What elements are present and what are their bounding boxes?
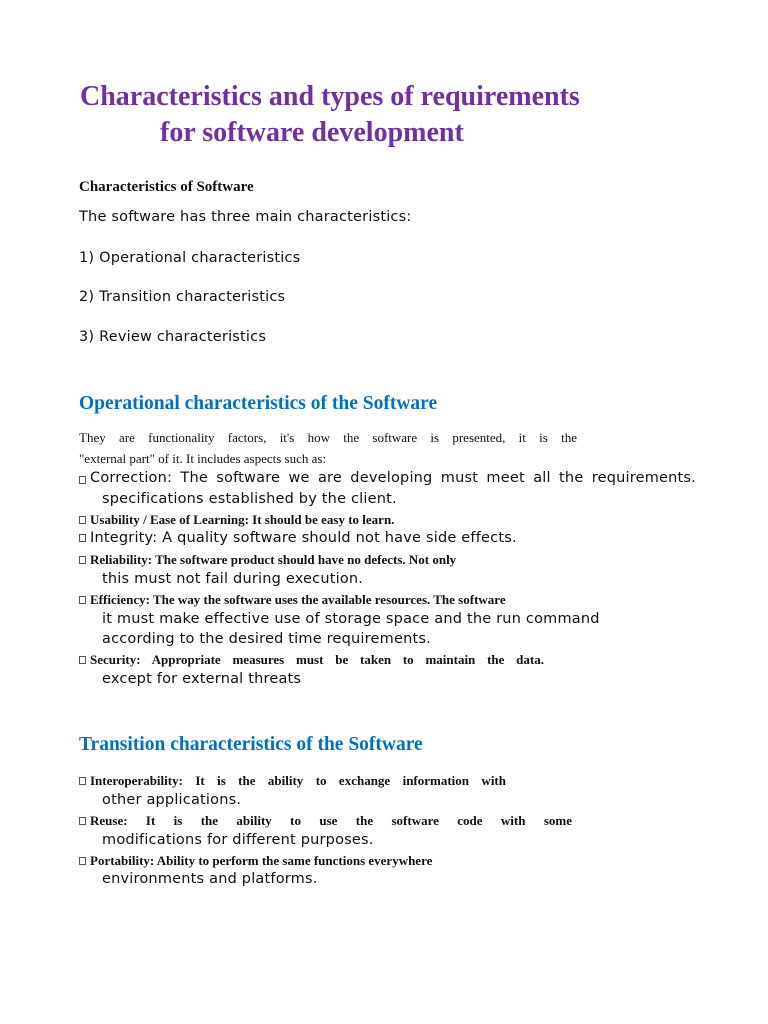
reuse-line2: modifications for different purposes. bbox=[102, 832, 374, 848]
bullet-security bbox=[79, 652, 544, 668]
bullet-efficiency bbox=[79, 592, 506, 608]
bullet-icon bbox=[79, 817, 86, 825]
portability-line2: environments and platforms. bbox=[102, 871, 318, 887]
interop-line1: Interoperability: It is the ability to exchange information with bbox=[90, 773, 506, 788]
integrity-text: Integrity: A quality software should not have side effects. bbox=[90, 530, 517, 546]
operational-heading: Operational characteristics of the Software bbox=[79, 393, 438, 414]
bullet-reuse bbox=[79, 813, 572, 829]
bullet-reliability bbox=[79, 552, 456, 568]
bullet-icon bbox=[79, 516, 86, 524]
bullet-icon bbox=[79, 476, 86, 484]
bullet-icon bbox=[79, 857, 86, 865]
reliability-line2: this must not fail during execution. bbox=[102, 571, 364, 587]
reliability-line1: Reliability: The software product should have no defects. Not only bbox=[90, 552, 457, 567]
bullet-correction bbox=[79, 470, 696, 486]
document-title-line2: for software development bbox=[160, 117, 464, 148]
transition-heading: Transition characteristics of the Software bbox=[79, 734, 423, 755]
correction-line2: specifications established by the client. bbox=[102, 491, 397, 507]
bullet-icon bbox=[79, 777, 86, 785]
bullet-icon bbox=[79, 534, 86, 542]
efficiency-line3: according to the desired time requirements. bbox=[102, 631, 431, 647]
security-line2: except for external threats bbox=[102, 671, 302, 687]
characteristics-intro: The software has three main characteristics: bbox=[79, 209, 412, 225]
document-title-line1: Characteristics and types of requirements bbox=[80, 81, 580, 112]
characteristics-heading: Characteristics of Software bbox=[79, 179, 254, 195]
efficiency-line1: Efficiency: The way the software uses the available resources. The software bbox=[90, 592, 506, 607]
bullet-portability bbox=[79, 853, 432, 869]
bullet-interoperability bbox=[79, 773, 506, 789]
correction-line1: Correction: The software we are developing must meet all the requirements. bbox=[90, 470, 696, 486]
characteristic-item-3: 3) Review characteristics bbox=[79, 329, 267, 345]
bullet-integrity bbox=[79, 530, 517, 546]
operational-intro-line2: "external part" of it. It includes aspects such as: bbox=[79, 451, 327, 466]
bullet-usability bbox=[79, 512, 394, 528]
operational-intro-line1: They are functionality factors, it's how the software is presented, it is the bbox=[79, 430, 577, 445]
characteristic-item-1: 1) Operational characteristics bbox=[79, 250, 301, 266]
characteristic-item-2: 2) Transition characteristics bbox=[79, 289, 286, 305]
reuse-line1: Reuse: It is the ability to use the software code with some bbox=[90, 813, 572, 828]
bullet-icon bbox=[79, 556, 86, 564]
usability-text: Usability / Ease of Learning: It should be easy to learn. bbox=[90, 512, 395, 527]
security-line1: Security: Appropriate measures must be taken to maintain the data. bbox=[90, 652, 544, 667]
efficiency-line2: it must make effective use of storage space and the run command bbox=[102, 611, 600, 627]
portability-line1: Portability: Ability to perform the same functions everywhere bbox=[90, 853, 433, 868]
bullet-icon bbox=[79, 596, 86, 604]
bullet-icon bbox=[79, 656, 86, 664]
interop-line2: other applications. bbox=[102, 792, 242, 808]
